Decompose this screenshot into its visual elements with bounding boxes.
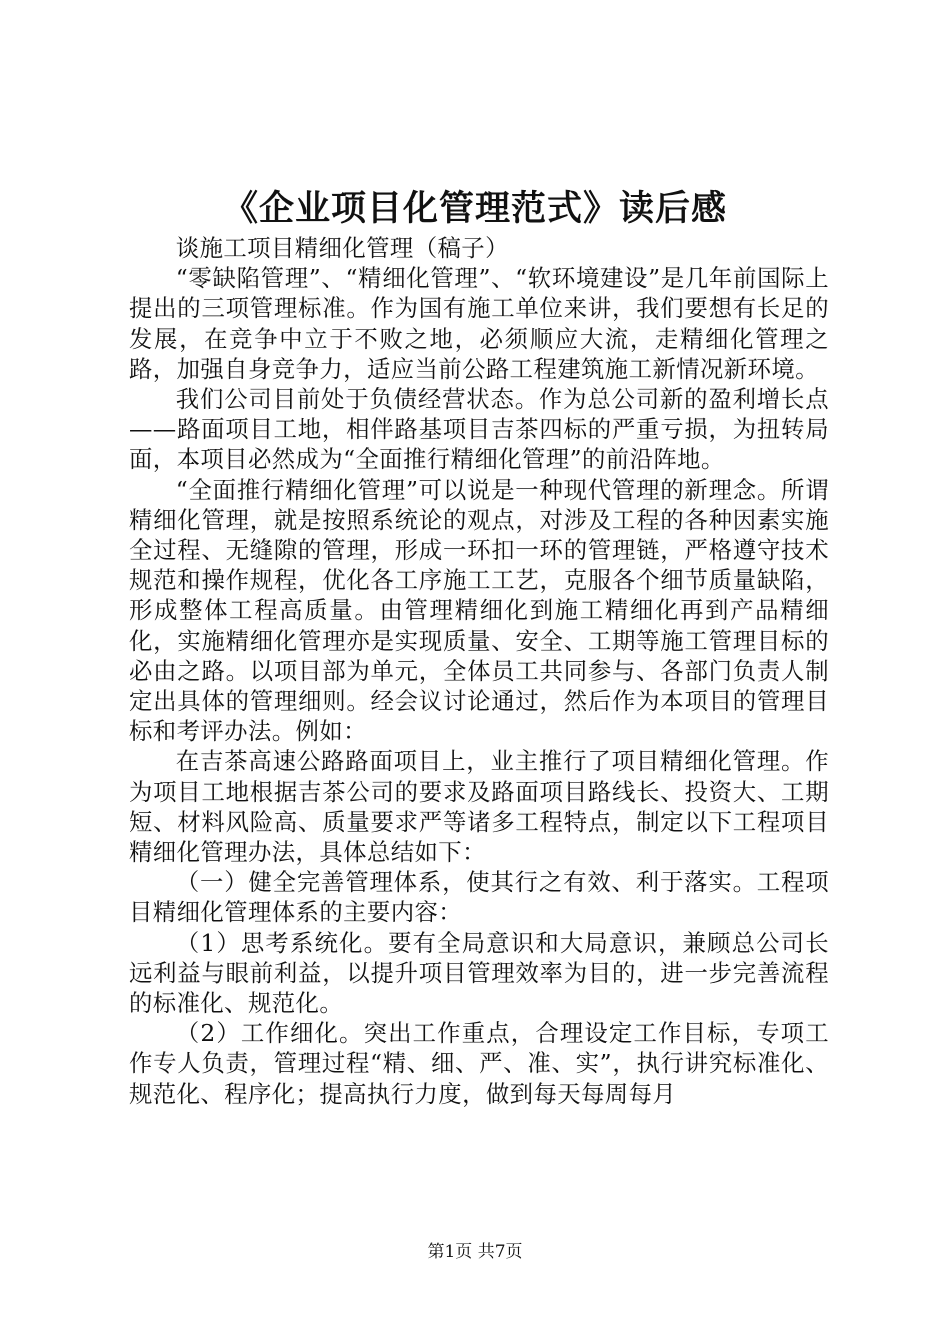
paragraph: （1）思考系统化。要有全局意识和大局意识，兼顾总公司长远利益与眼前利益，以提升项目管理效率为目的，进一步完善流程的标准化、规范化。 <box>129 928 829 1018</box>
paragraph: “零缺陷管理”、“精细化管理”、“软环境建设”是几年前国际上提出的三项管理标准。作为国有施工单位来讲，我们要想有长足的发展，在竞争中立于不败之地，必须顺应大流，走精细化管理之路，加强自身竞争力，适应当前公路工程建筑施工新情况新环境。 <box>129 264 829 383</box>
paragraph: 在吉茶高速公路路面项目上，业主推行了项目精细化管理。作为项目工地根据吉茶公司的要求及路面项目路线长、投资大、工期短、材料风险高、质量要求严等诸多工程特点，制定以下工程项目精细化管理办法，具体总结如下： <box>129 747 829 867</box>
document-title: 《企业项目化管理范式》读后感 <box>222 188 727 229</box>
page-number-footer: 第1页 共7页 <box>427 1242 523 1262</box>
paragraph: “全面推行精细化管理”可以说是一种现代管理的新理念。所谓精细化管理，就是按照系统论的观点，对涉及工程的各种因素实施全过程、无缝隙的管理，形成一环扣一环的管理链，严格遵守技术规范和操作规程，优化各工序施工工艺，克服各个细节质量缺陷，形成整体工程高质量。由管理精细化到施工精细化再到产品精细化，实施精细化管理亦是实现质量、安全、工期等施工管理目标的必由之路。以项目部为单元，全体员工共同参与、各部门负责人制定出具体的管理细则。经会议讨论通过，然后作为本项目的管理目标和考评办法。例如： <box>129 475 829 746</box>
paragraph: （2）工作细化。突出工作重点，合理设定工作目标，专项工作专人负责，管理过程“精、细、严、准、实”，执行讲究标准化、规范化、程序化；提高执行力度，做到每天每周每月 <box>129 1019 829 1108</box>
paragraph: 我们公司目前处于负债经营状态。作为总公司新的盈利增长点——路面项目工地，相伴路基项目吉茶四标的严重亏损，为扭转局面，本项目必然成为“全面推行精细化管理”的前沿阵地。 <box>129 385 829 474</box>
paragraph: （一）健全完善管理体系，使其行之有效、利于落实。工程项目精细化管理体系的主要内容： <box>129 868 829 927</box>
paragraph-subtitle: 谈施工项目精细化管理（稿子） <box>175 234 509 262</box>
document-body <box>129 233 829 1109</box>
